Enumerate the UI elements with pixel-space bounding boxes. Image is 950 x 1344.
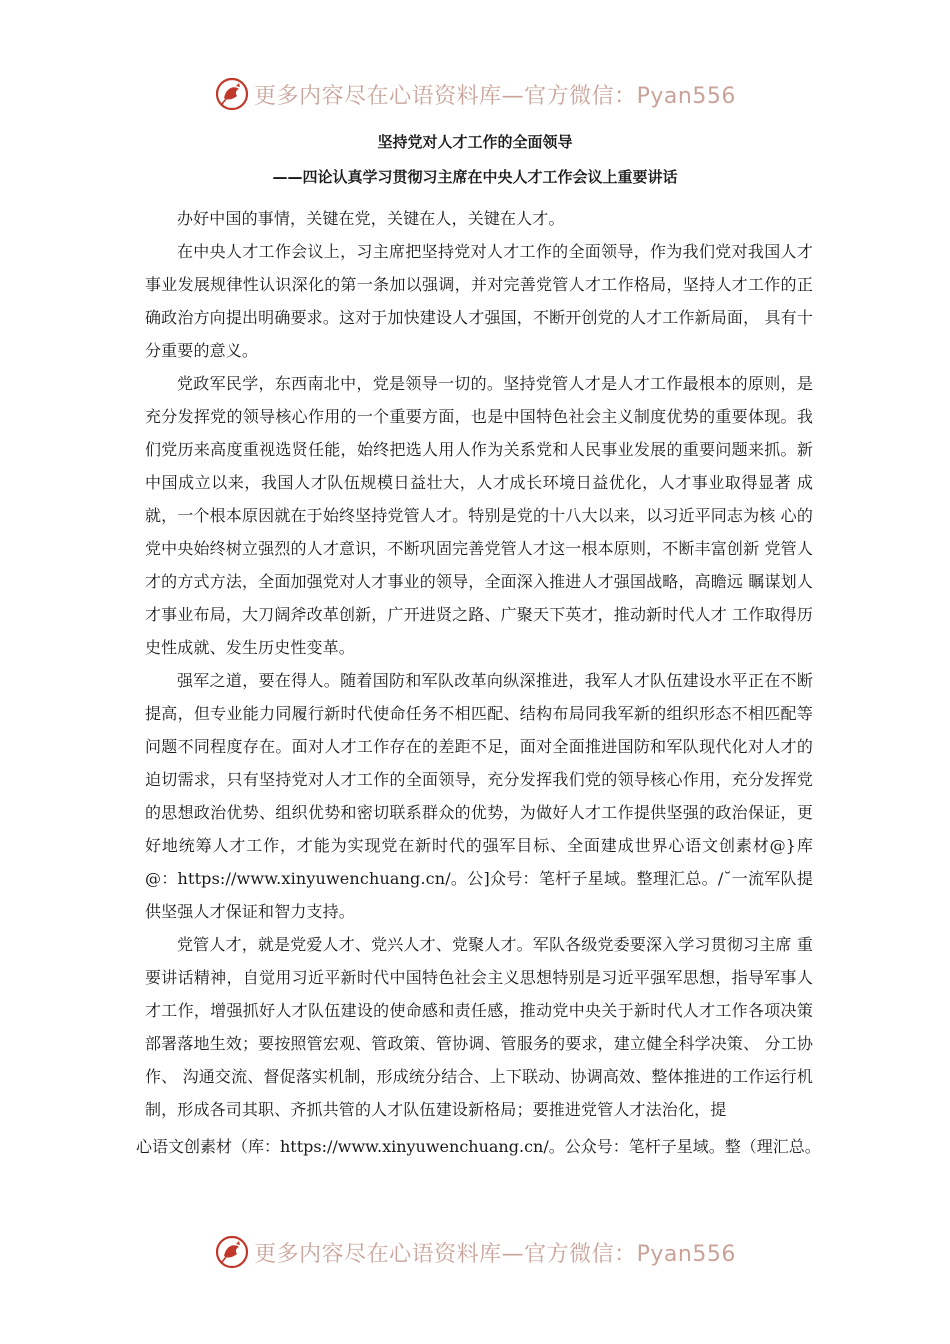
paragraph-4: 强军之道，要在得人。随着国防和军队改革向纵深推进，我军人才队伍建设水平正在不断提高，但专业能力同履行新时代使命任务不相匹配、结构布局同我军新的组织形态不相匹配等问题不同程度存在。面对人才工作存在的差距不足，面对全面推进国防和军队现代化对人才的迫切需求，只有坚持党对人才工作的全面领导，充分发挥我们党的领导核心作用，充分发挥党的思想政治优势、组织优势和密切联系群众的优势，为做好人才工作提供坚强的政治保证，更好地统筹人才工作，才能为实现党在新时代的强军目标、全面建成世界心语文创素材@}库@：https://www.xinyuwenchuang.cn/。公]众号：笔杆子星域。整理汇总。/˘一流军队提供坚强人才保证和智力支持。 xyxy=(145,671,813,921)
paragraph-3: 党政军民学，东西南北中，党是领导一切的。坚持党管人才是人才工作最根本的原则，是充分发挥党的领导核心作用的一个重要方面，也是中国特色社会主义制度优势的重要体现。我们党历来高度重视选贤任能，始终把选人用人作为关系党和人民事业发展的重要问题来抓。新中国成立以来，我国人才队伍规模日益壮大，人才成长环境日益优化，人才事业取得显著 成就，一个根本原因就在于始终坚持党管人才。特别是党的十八大以来，以习近平同志为核 心的党中央始终树立强烈的人才意识，不断巩固完善党管人才这一根本原则，不断丰富创新 党管人才的方式方法，全面加强党对人才事业的领导，全面深入推进人才强国战略，高瞻远 瞩谋划人才事业布局，大刀阔斧改革创新，广开进贤之路、广聚天下英才，推动新时代人才 工作取得历史性成就、发生历史性变革。 xyxy=(145,374,813,657)
document-subtitle: ——四论认真学习贯彻习主席在中央人才工作会议上重要讲话 xyxy=(272,168,678,186)
header-banner xyxy=(0,74,950,114)
footer-banner xyxy=(0,1232,950,1272)
rooster-logo-icon xyxy=(214,76,250,112)
source-note: 心语文创素材（库：https://www.xinyuwenchuang.cn/。公众号：笔杆子星域。整（理汇总。 xyxy=(136,1137,821,1156)
document-title: 坚持党对人才工作的全面领导 xyxy=(377,133,573,151)
article-body xyxy=(145,202,813,1126)
banner-text: 更多内容尽在心语资料库—官方微信：Pyan556 xyxy=(254,83,736,109)
rooster-logo-icon xyxy=(214,1234,250,1270)
paragraph-2: 在中央人才工作会议上，习主席把坚持党对人才工作的全面领导，作为我们党对我国人才事业发展规律性认识深化的第一条加以强调，并对完善党管人才工作格局，坚持人才工作的正确政治方向提出明确要求。这对于加快建设人才强国，不断开创党的人才工作新局面， 具有十分重要的意义。 xyxy=(145,242,813,360)
banner-text: 更多内容尽在心语资料库—官方微信：Pyan556 xyxy=(254,1241,736,1267)
paragraph-5: 党管人才，就是党爱人才、党兴人才、党聚人才。军队各级党委要深入学习贯彻习主席 重要讲话精神，自觉用习近平新时代中国特色社会主义思想特别是习近平强军思想，指导军事人才工作，增强抓好人才队伍建设的使命感和责任感，推动党中央关于新时代人才工作各项决策部署落地生效；要按照管宏观、管政策、管协调、管服务的要求，建立健全科学决策、 分工协作、 沟通交流、督促落实机制，形成统分结合、上下联动、协调高效、整体推进的工作运行机制，形成各司其职、齐抓共管的人才队伍建设新格局；要推进党管人才法治化，提 xyxy=(145,935,813,1119)
paragraph-1: 办好中国的事情，关键在党，关键在人，关键在人才。 xyxy=(177,209,565,228)
